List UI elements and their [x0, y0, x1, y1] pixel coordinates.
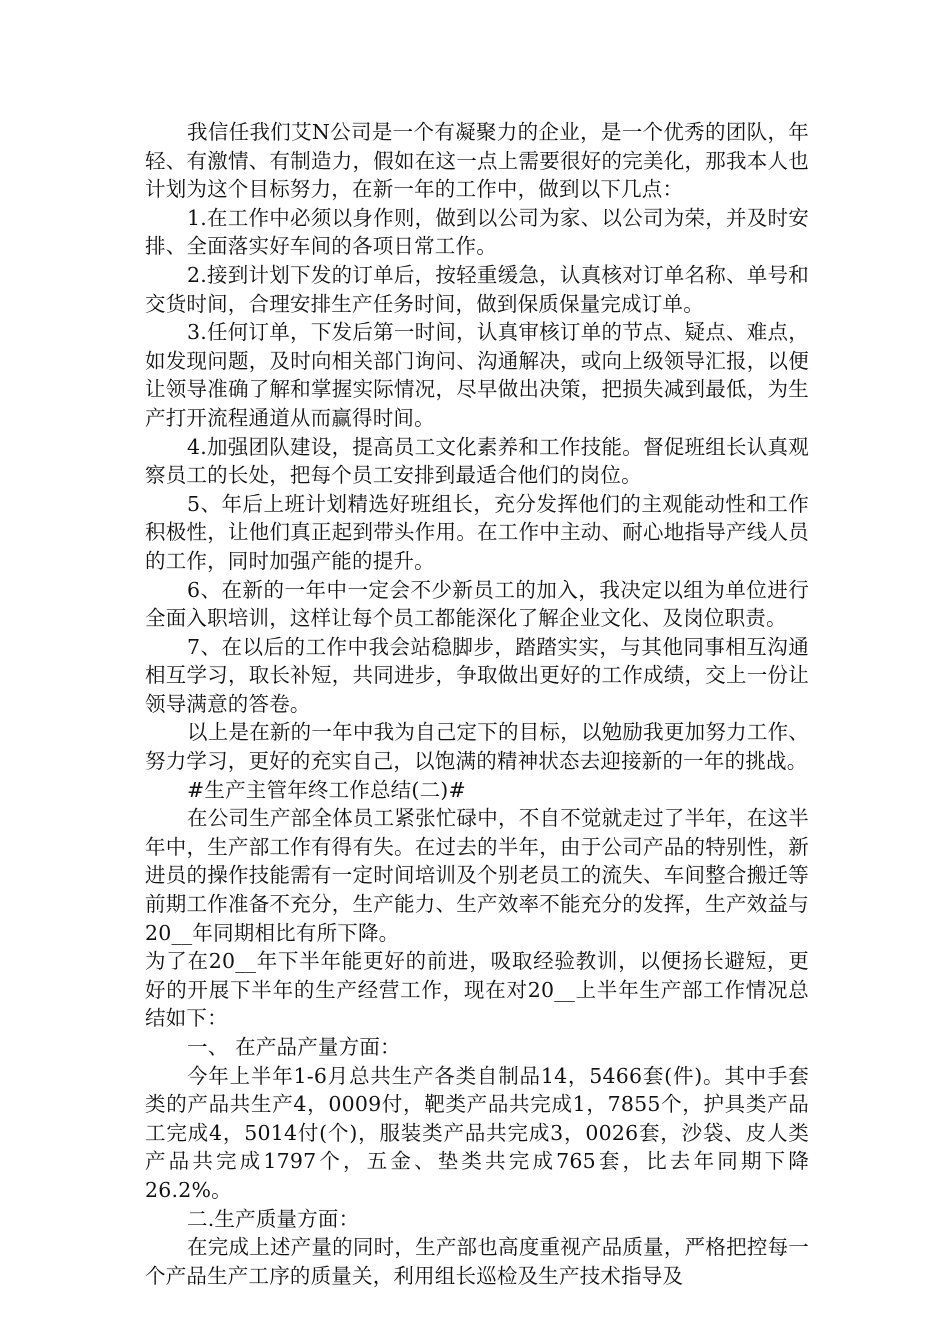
section-heading: #生产主管年终工作总结(二)#: [187, 777, 466, 802]
paragraph-intro: 我信任我们艾N公司是一个有凝聚力的企业，是一个优秀的团队，年轻、有激情、有制造力，假如在这一点上需要很好的完美化，那我本人也计划为这个目标努力，在新一年的工作中，做到以下几点：: [145, 120, 809, 202]
paragraph-summary-purpose: 为了在20__年下半年能更好的前进，吸取经验教训，以便扬长避短，更好的开展下半年的生产经营工作，现在对20__上半年生产部工作情况总结如下：: [145, 949, 809, 1031]
paragraph-item-2: 2.接到计划下发的订单后，按轻重缓急，认真核对订单名称、单号和交货时间，合理安排生产任务时间，做到保质保量完成订单。: [145, 262, 809, 316]
paragraph-summary-intro: 在公司生产部全体员工紧张忙碌中，不自不觉就走过了半年，在这半年中，生产部工作有得有失。在过去的半年，由于公司产品的特别性，新进员的操作技能需有一定时间培训及个别老员工的流失、车间整合搬迁等前期工作准备不充分，生产能力、生产效率不能充分的发挥，生产效益与20__年同期相比有所下降。: [145, 806, 809, 945]
subheading-output: 一、 在产品产量方面：: [187, 1035, 401, 1059]
paragraph-item-3: 3.任何订单，下发后第一时间，认真审核订单的节点、疑点、难点，如发现问题，及时向相关部门询问、沟通解决，或向上级领导汇报，以便让领导准确了解和掌握实际情况，尽早做出决策，把损失减到最低，为生产打开流程通道从而赢得时间。: [145, 320, 809, 430]
paragraph-item-5: 5、年后上班计划精选好班组长，充分发挥他们的主观能动性和工作积极性，让他们真正起到带头作用。在工作中主动、耐心地指导产线人员的工作，同时加强产能的提升。: [145, 491, 809, 573]
paragraph-conclusion: 以上是在新的一年中我为自己定下的目标，以勉励我更加努力工作、努力学习，更好的充实自己，以饱满的精神状态去迎接新的一年的挑战。: [145, 720, 809, 774]
subheading-quality: 二.生产质量方面：: [187, 1206, 360, 1231]
paragraph-item-1: 1.在工作中必须以身作则，做到以公司为家、以公司为荣，并及时安排、全面落实好车间的各项日常工作。: [145, 205, 809, 259]
paragraph-output: 今年上半年1-6月总共生产各类自制品14，5466套(件)。其中手套类的产品共生产4，0009付，靶类产品共完成1，7855个，护具类产品工完成4，5014付(个)，服装类产品共完成3，0026套，沙袋、皮人类产品共完成1797个，五金、垫类共完成765套，比去年同期下降26.2%。: [145, 1063, 809, 1202]
document-page: [145, 118, 809, 1290]
paragraph-item-6: 6、在新的一年中一定会不少新员工的加入，我决定以组为单位进行全面入职培训，这样让每个员工都能深化了解企业文化、及岗位职责。: [145, 577, 809, 631]
paragraph-item-7: 7、在以后的工作中我会站稳脚步，踏踏实实，与其他同事相互沟通相互学习，取长补短，共同进步，争取做出更好的工作成绩，交上一份让领导满意的答卷。: [145, 634, 809, 716]
paragraph-item-4: 4.加强团队建设，提高员工文化素养和工作技能。督促班组长认真观察员工的长处，把每个员工安排到最适合他们的岗位。: [145, 434, 809, 488]
paragraph-quality: 在完成上述产量的同时，生产部也高度重视产品质量，严格把控每一个产品生产工序的质量关，利用组长巡检及生产技术指导及: [145, 1235, 809, 1288]
